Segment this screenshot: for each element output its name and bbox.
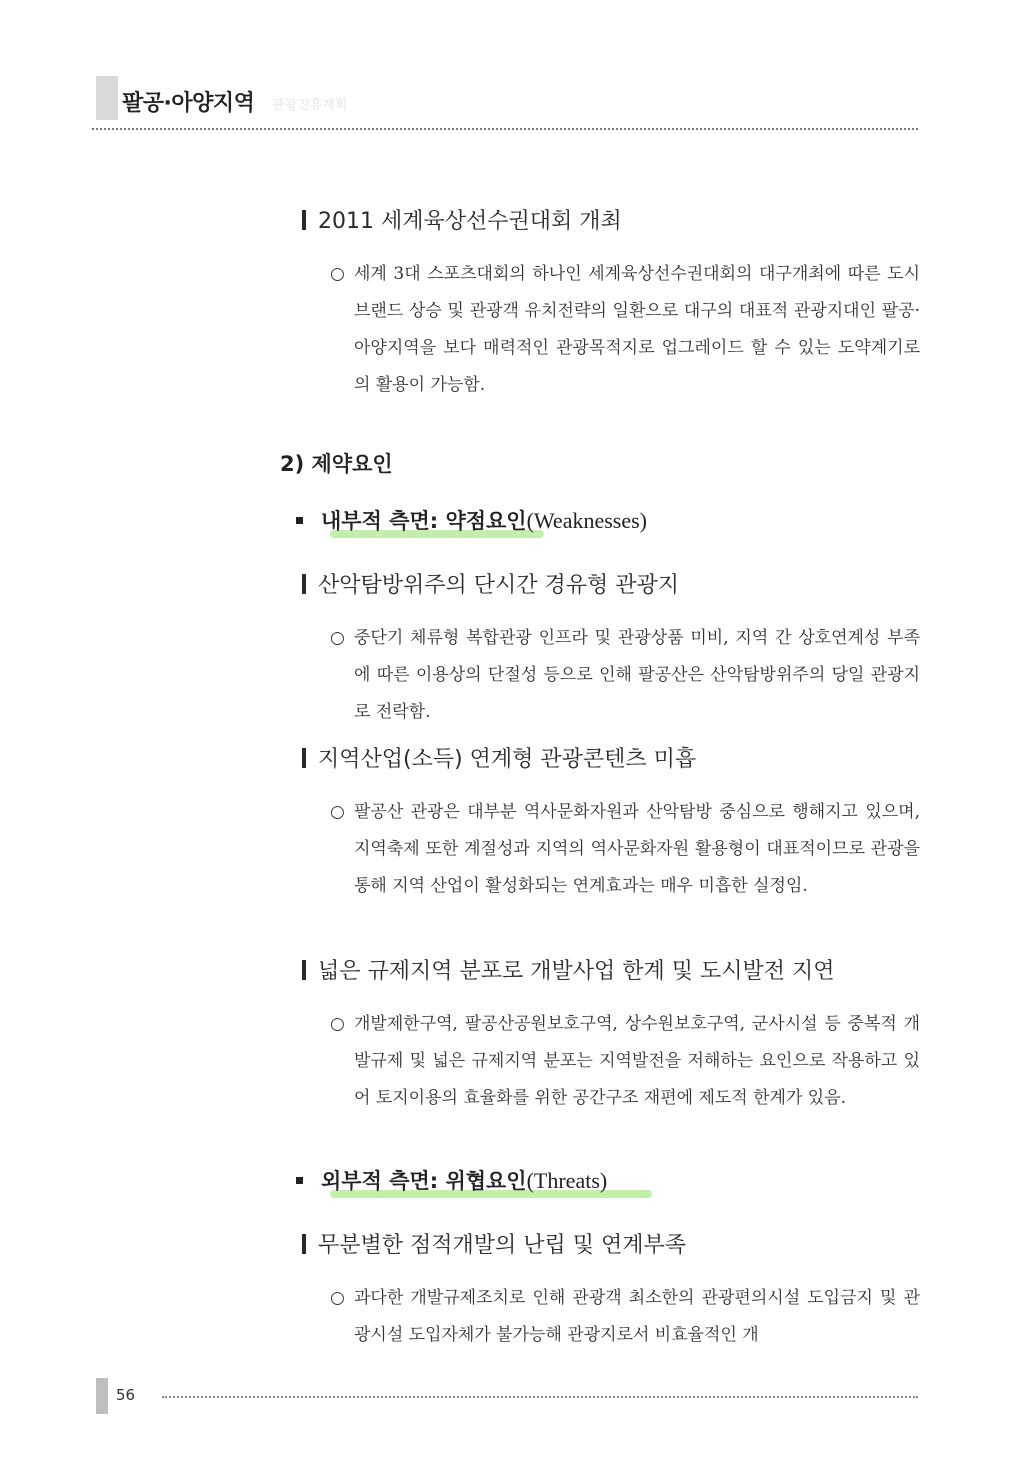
heading-bar: [302, 210, 306, 230]
header-divider: [92, 128, 918, 130]
heading-bar: [302, 574, 306, 594]
paragraph-text: 개발제한구역, 팔공산공원보호구역, 상수원보호구역, 군사시설 등 중복적 개발규제 및 넓은 규제지역 분포는 지역발전을 저해하는 요인으로 작용하고 있어 토지이용의 효율화를 위한 공간구조 재편에 제도적 한계가 있음.: [354, 1014, 920, 1108]
weakness-label: 내부적 측면: 약점요인: [321, 509, 527, 533]
paragraph-weakness-3: [330, 1006, 920, 1117]
page-number: 56: [116, 1386, 136, 1404]
circle-bullet-icon: ○: [330, 802, 345, 822]
paragraph-weakness-1: [330, 620, 920, 731]
paragraph-text: 세계 3대 스포츠대회의 하나인 세계육상선수권대회의 대구개최에 따른 도시브랜드 상승 및 관광객 유치전략의 일환으로 대구의 대표적 관광지대인 팔공·아양지역을 보다 매력적인 관광목적지로 업그레이드 할 수 있는 도약계기로의 활용이 가능함.: [354, 264, 920, 395]
header-title: 팔공·아양지역: [122, 91, 255, 116]
square-bullet-icon: [296, 517, 303, 524]
footer-divider: [162, 1396, 918, 1398]
header-tab-marker: [96, 76, 118, 120]
paragraph-text: 과다한 개발규제조치로 인해 관광객 최소한의 관광편의시설 도입금지 및 관광시설 도입자체가 불가능해 관광지로서 비효율적인 개: [354, 1288, 920, 1345]
threats-label: 외부적 측면: 위협요인: [321, 1169, 527, 1193]
circle-bullet-icon: ○: [330, 1288, 345, 1308]
paragraph-text: 팔공산 관광은 대부분 역사문화자원과 산악탐방 중심으로 행해지고 있으며, 지역축제 또한 계절성과 지역의 역사문화자원 활용형이 대표적이므로 관광을 통해 지역 산업이 활성화되는 연계효과는 매우 미흡한 실정임.: [354, 802, 920, 896]
threats-heading: [296, 1166, 607, 1196]
heading-bar: [302, 960, 306, 980]
header-subtitle: 관광진흥계획: [272, 98, 348, 113]
heading-text: 지역산업(소득) 연계형 관광콘텐츠 미흡: [318, 747, 697, 772]
heading-bar: [302, 748, 306, 768]
heading-weakness-1: [302, 570, 679, 602]
paragraph-world-championship: [330, 256, 920, 404]
heading-text: 무분별한 점적개발의 난립 및 연계부족: [318, 1233, 687, 1258]
paragraph-threat-1: [330, 1280, 920, 1354]
section-title: 2) 제약요인: [280, 452, 393, 476]
heading-weakness-2: [302, 744, 696, 776]
circle-bullet-icon: ○: [330, 264, 345, 284]
weakness-eng: (Weaknesses): [526, 508, 647, 533]
heading-weakness-3: [302, 956, 835, 988]
heading-text: 넓은 규제지역 분포로 개발사업 한계 및 도시발전 지연: [318, 959, 835, 984]
heading-world-championship: [302, 206, 622, 238]
threats-eng: (Threats): [526, 1168, 608, 1193]
circle-bullet-icon: ○: [330, 628, 345, 648]
paragraph-weakness-2: [330, 794, 920, 905]
footer-tab-marker: [96, 1378, 108, 1414]
paragraph-text: 중단기 체류형 복합관광 인프라 및 관광상품 미비, 지역 간 상호연계성 부족에 따른 이용상의 단절성 등으로 인해 팔공산은 산악탐방위주의 당일 관광지로 전락함.: [354, 628, 920, 722]
heading-bar: [302, 1234, 306, 1254]
heading-threat-1: [302, 1230, 686, 1262]
circle-bullet-icon: ○: [330, 1014, 345, 1034]
heading-text: 산악탐방위주의 단시간 경유형 관광지: [318, 573, 680, 598]
heading-text: 2011 세계육상선수권대회 개최: [318, 209, 622, 234]
weakness-heading: [296, 506, 647, 536]
square-bullet-icon: [296, 1177, 303, 1184]
